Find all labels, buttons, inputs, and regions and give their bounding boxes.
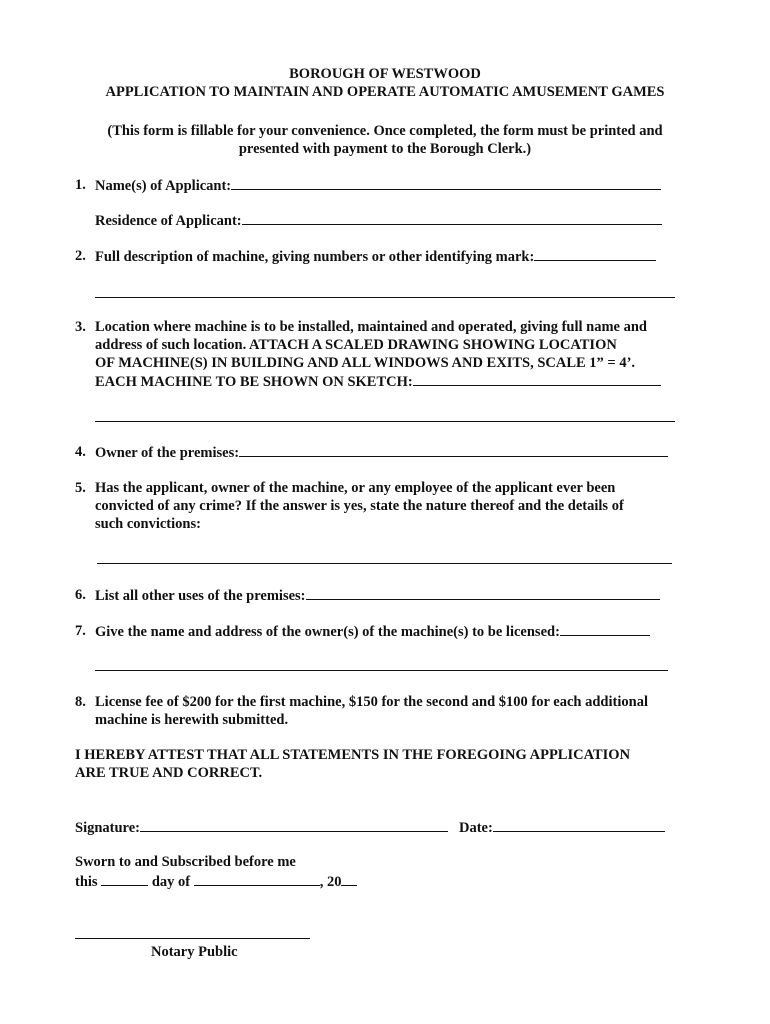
location-field-line2[interactable] [95, 421, 675, 422]
machine-owner-field-line2[interactable] [95, 670, 668, 671]
sworn-line2 [75, 872, 357, 891]
sworn-year-prefix: , 20 [319, 874, 342, 890]
q8-number: 8. [75, 694, 86, 710]
q3-text-line3: OF MACHINE(S) IN BUILDING AND ALL WINDOWS AND EXITS, SCALE 1” = 4’. [95, 355, 636, 371]
q8-text-line2: machine is herewith submitted. [95, 712, 289, 728]
sworn-year-field[interactable] [341, 872, 357, 886]
q7-number: 7. [75, 623, 86, 639]
q4-number: 4. [75, 444, 86, 460]
premises-uses-label: List all other uses of the premises: [95, 588, 306, 604]
date-label: Date: [459, 820, 493, 836]
applicant-name-label: Name(s) of Applicant: [95, 178, 232, 194]
premises-owner-field[interactable] [239, 443, 668, 457]
q7-row [95, 622, 650, 641]
form-title: APPLICATION TO MAINTAIN AND OPERATE AUTOMATIC AMUSEMENT GAMES [105, 84, 665, 100]
machine-owner-field[interactable] [560, 622, 650, 636]
premises-uses-field[interactable] [306, 586, 660, 600]
notary-signature-field[interactable] [75, 938, 310, 939]
date-field[interactable] [493, 818, 665, 832]
machine-description-label: Full description of machine, giving numbers or other identifying mark: [95, 249, 535, 265]
q5-text-line1: Has the applicant, owner of the machine, or any employee of the applicant ever been [95, 480, 616, 496]
form-note-line1: (This form is fillable for your convenience. Once completed, the form must be printed and [107, 123, 663, 139]
q4-row [95, 443, 668, 462]
location-field[interactable] [413, 372, 661, 386]
machine-owner-label: Give the name and address of the owner(s) of the machine(s) to be licensed: [95, 624, 560, 640]
sworn-month-field[interactable] [194, 872, 320, 886]
q6-row [95, 586, 660, 605]
borough-title: BOROUGH OF WESTWOOD [289, 66, 481, 82]
q3-text-line1: Location where machine is to be installed, maintained and operated, giving full name and [95, 319, 647, 335]
q1-residence-row [95, 211, 662, 230]
applicant-residence-label: Residence of Applicant: [95, 213, 242, 229]
sworn-day-of-label: day of [151, 874, 191, 890]
signature-label: Signature: [75, 820, 140, 836]
q2-number: 2. [75, 248, 86, 264]
applicant-name-field[interactable] [231, 176, 661, 190]
notary-public-label: Notary Public [151, 944, 238, 960]
convictions-field[interactable] [97, 563, 672, 564]
q6-number: 6. [75, 587, 86, 603]
sworn-day-field[interactable] [101, 872, 148, 886]
q3-number: 3. [75, 319, 86, 335]
applicant-residence-field[interactable] [242, 211, 662, 225]
date-row [459, 818, 665, 837]
signature-field[interactable] [140, 818, 448, 832]
q5-text-line2: convicted of any crime? If the answer is yes, state the nature thereof and the details of [95, 498, 624, 514]
sworn-this-label: this [75, 874, 98, 890]
q1-number: 1. [75, 177, 86, 193]
q5-text-line3: such convictions: [95, 516, 201, 532]
attestation-line1: I HEREBY ATTEST THAT ALL STATEMENTS IN THE FOREGOING APPLICATION [75, 747, 631, 763]
q8-text-line1: License fee of $200 for the first machine, $150 for the second and $100 for each additional [95, 694, 648, 710]
q3-text-line2: address of such location. ATTACH A SCALED DRAWING SHOWING LOCATION [95, 337, 617, 353]
q1-row [95, 176, 661, 195]
q5-number: 5. [75, 480, 86, 496]
signature-row [75, 818, 448, 837]
sworn-line1: Sworn to and Subscribed before me [75, 854, 296, 870]
form-note-line2: presented with payment to the Borough Clerk.) [238, 141, 532, 157]
location-label: EACH MACHINE TO BE SHOWN ON SKETCH: [95, 374, 413, 390]
q3-row [95, 372, 661, 391]
premises-owner-label: Owner of the premises: [95, 445, 240, 461]
machine-description-field[interactable] [534, 247, 656, 261]
q2-row [95, 247, 656, 266]
attestation-line2: ARE TRUE AND CORRECT. [75, 765, 263, 781]
machine-description-field-line2[interactable] [95, 297, 675, 298]
